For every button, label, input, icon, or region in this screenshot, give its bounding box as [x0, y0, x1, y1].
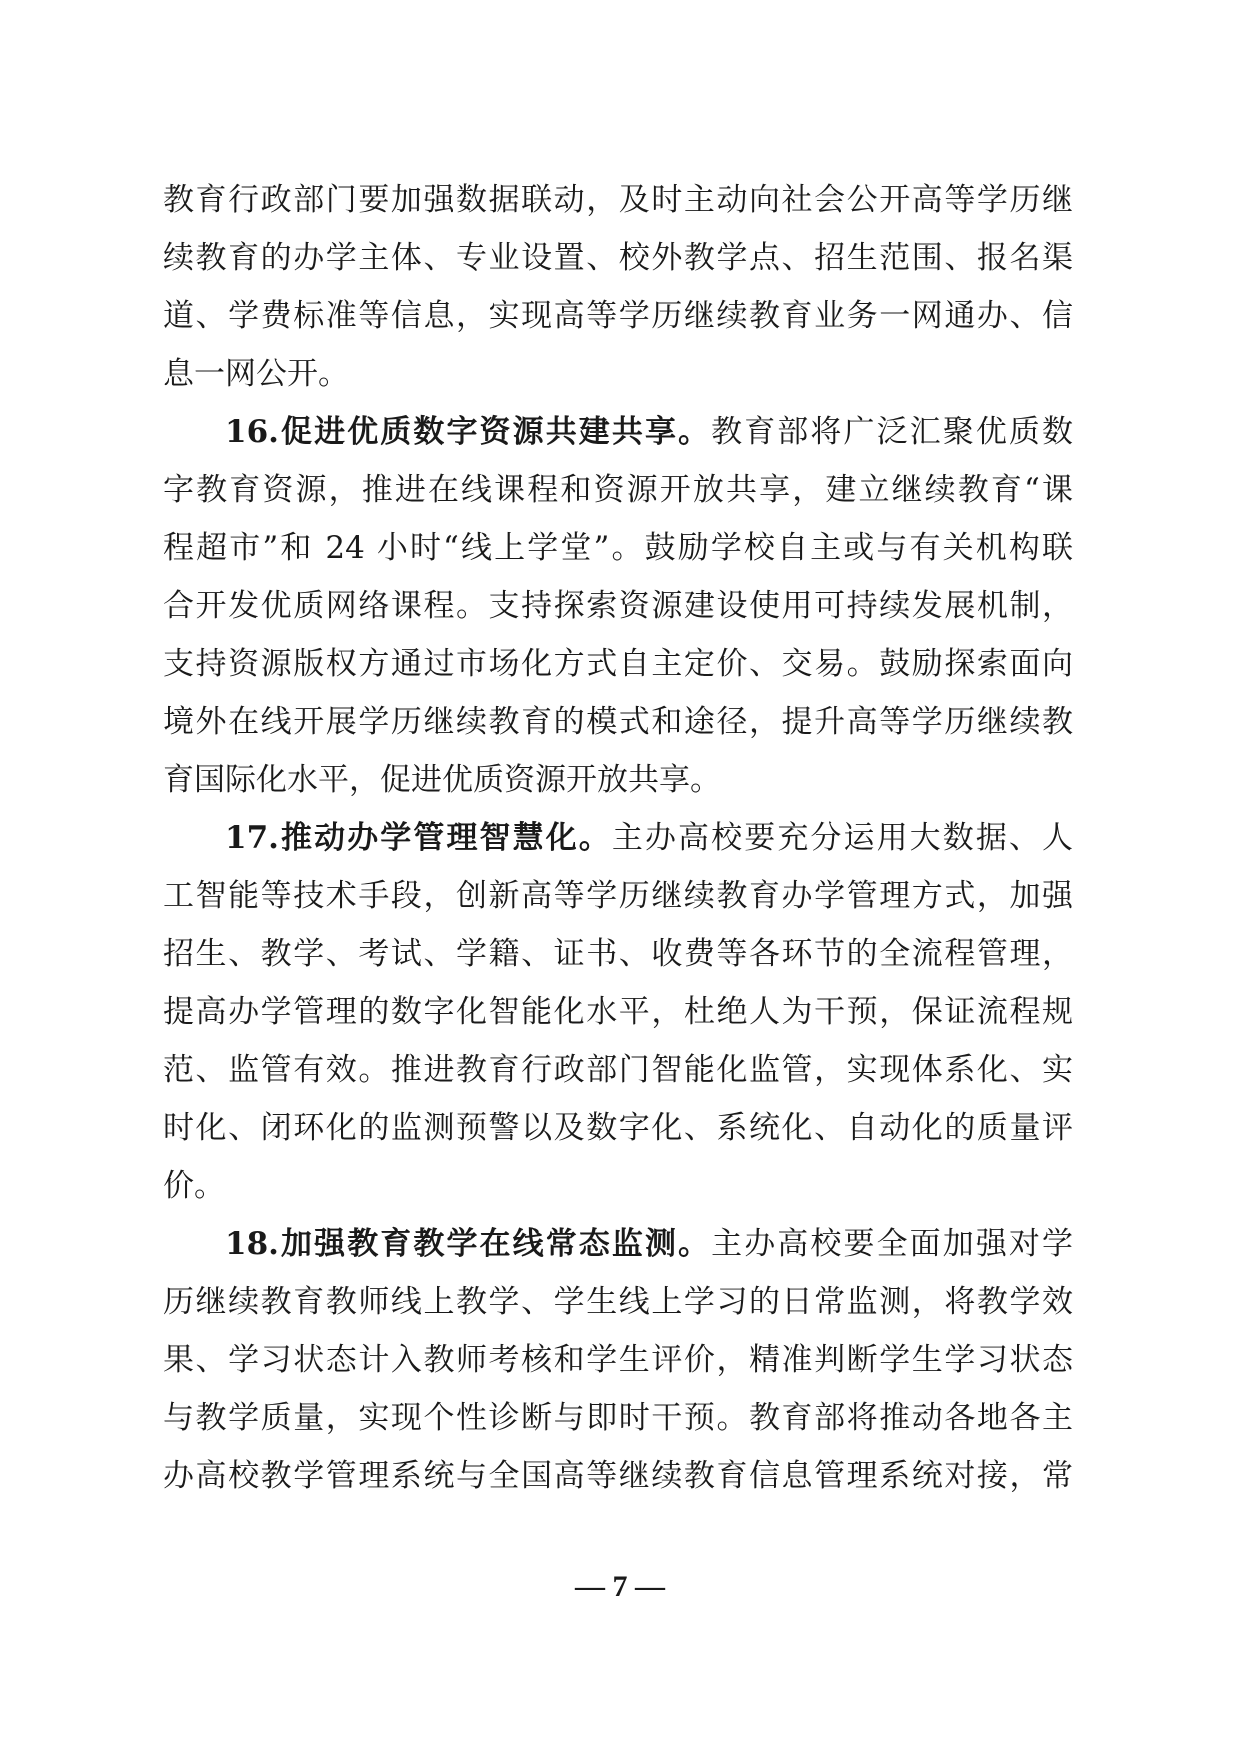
- text-line: 果、学习状态计入教师考核和学生评价，精准判断学生学习状态: [163, 1342, 1073, 1378]
- text-line: 范、监管有效。推进教育行政部门智能化监管，实现体系化、实: [163, 1052, 1073, 1088]
- text-line: 支持资源版权方通过市场化方式自主定价、交易。鼓励探索面向: [163, 646, 1073, 682]
- text-line: 境外在线开展学历继续教育的模式和途径，提升高等学历继续教: [163, 704, 1073, 740]
- section-heading-line: 17.推动办学管理智慧化。主办高校要充分运用大数据、人: [225, 820, 1073, 856]
- text-line: 时化、闭环化的监测预警以及数字化、系统化、自动化的质量评: [163, 1110, 1073, 1146]
- text-line: 招生、教学、考试、学籍、证书、收费等各环节的全流程管理，: [163, 936, 1073, 972]
- text-line: 合开发优质网络课程。支持探索资源建设使用可持续发展机制，: [163, 588, 1073, 624]
- text-line: 与教学质量，实现个性诊断与即时干预。教育部将推动各地各主: [163, 1400, 1073, 1436]
- text-line: 教育行政部门要加强数据联动，及时主动向社会公开高等学历继: [163, 182, 1073, 218]
- section-heading-18: 18.加强教育教学在线常态监测。: [225, 1226, 712, 1262]
- section-heading-line: 18.加强教育教学在线常态监测。主办高校要全面加强对学: [225, 1226, 1073, 1262]
- section-heading-16: 16.促进优质数字资源共建共享。: [225, 414, 712, 450]
- text-line: 价。: [163, 1168, 225, 1204]
- text-line: 道、学费标准等信息，实现高等学历继续教育业务一网通办、信: [163, 298, 1073, 334]
- section-heading-line: 16.促进优质数字资源共建共享。教育部将广泛汇聚优质数: [225, 414, 1073, 450]
- text-line: 历继续教育教师线上教学、学生线上学习的日常监测，将教学效: [163, 1284, 1073, 1320]
- text-line: 字教育资源，推进在线课程和资源开放共享，建立继续教育“课: [163, 472, 1073, 508]
- text-line: 程超市”和 24 小时“线上学堂”。鼓励学校自主或与有关机构联: [163, 530, 1073, 566]
- text-line: 育国际化水平，促进优质资源开放共享。: [163, 762, 721, 798]
- text-line: 续教育的办学主体、专业设置、校外教学点、招生范围、报名渠: [163, 240, 1073, 276]
- text-line: 息一网公开。: [163, 356, 349, 392]
- text-line: 办高校教学管理系统与全国高等继续教育信息管理系统对接，常: [163, 1458, 1073, 1494]
- text-line: 提高办学管理的数字化智能化水平，杜绝人为干预，保证流程规: [163, 994, 1073, 1030]
- page-number: — 7 —: [575, 1570, 665, 1603]
- section-heading-17: 17.推动办学管理智慧化。: [225, 820, 612, 856]
- text-line: 工智能等技术手段，创新高等学历继续教育办学管理方式，加强: [163, 878, 1073, 914]
